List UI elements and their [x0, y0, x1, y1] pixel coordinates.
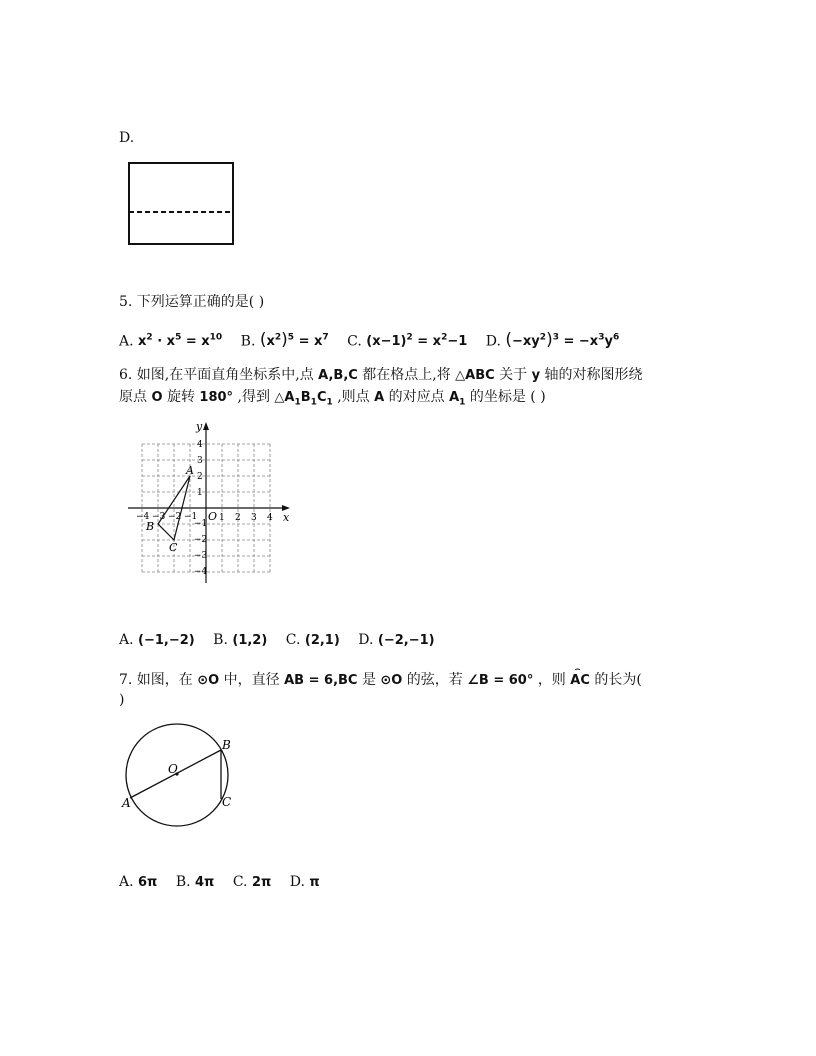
q6-stem-line2: 原点 O 旋转 180° ,得到 $\triangle A_1B_1C_1$ ,则点 A 的对应点 $A_1$ 的坐标是 ( ) — [119, 389, 546, 408]
y-axis-label: y — [196, 420, 203, 433]
q6-stem-line1: 6. 如图,在平面直角坐标系中,点 A,B,C 都在格点上,将 △ABC 关于 y 轴的对称图形绕 — [119, 367, 643, 383]
svg-text:1: 1 — [219, 513, 225, 523]
label-c: C — [222, 795, 232, 809]
q5-stem: 5. 下列运算正确的是( ) — [119, 294, 265, 310]
q5-option-d: D. $(-xy^2)^3 = -x^3y^6$ — [485, 330, 620, 351]
q6-option-c: C. (2,1) — [285, 632, 340, 648]
svg-text:1: 1 — [197, 488, 203, 498]
svg-text:2: 2 — [197, 472, 203, 482]
label-b: B — [222, 738, 231, 752]
q5-option-a: A. $x^2 \cdot x^5 = x^{10}$ — [119, 333, 223, 350]
q7-options — [119, 872, 334, 893]
q6-option-b: B. (1,2) — [213, 632, 268, 648]
svg-text:4: 4 — [267, 513, 273, 523]
svg-text:3: 3 — [197, 456, 203, 466]
q6-option-d: D. (−2,−1) — [358, 632, 435, 648]
svg-text:−4: −4 — [136, 512, 150, 522]
svg-text:−3: −3 — [152, 512, 166, 522]
q7-option-b: B. 4π — [175, 874, 215, 890]
q5-option-c: C. $(x-1)^2 = x^2-1$ — [347, 333, 468, 350]
label-a: A — [122, 796, 131, 810]
q6-coordinate-figure — [120, 415, 300, 590]
y-axis-arrow — [203, 422, 209, 430]
q7-option-d: D. π — [289, 874, 320, 890]
q7-stem-line2: ) — [119, 692, 125, 708]
q7-circle-figure — [118, 722, 248, 832]
fold-rectangle — [129, 163, 233, 244]
svg-text:−2: −2 — [168, 512, 182, 522]
svg-text:−1: −1 — [194, 519, 208, 529]
svg-text:−4: −4 — [194, 567, 208, 577]
svg-text:−2: −2 — [194, 535, 208, 545]
q7-option-a: A. 6π — [119, 874, 158, 890]
point-c-label: C — [169, 541, 178, 554]
q6-option-a: A. (−1,−2) — [119, 632, 195, 648]
arc-ac-symbol: ⌢ AC — [570, 671, 590, 691]
arc-mark-icon: ⌢ — [574, 664, 581, 675]
svg-text:3: 3 — [251, 513, 257, 523]
label-o: O — [168, 762, 178, 776]
q7-option-c: C. 2π — [232, 874, 272, 890]
x-axis-label: x — [283, 511, 290, 524]
origin-label: O — [208, 510, 218, 523]
svg-text:−1: −1 — [184, 512, 198, 522]
q6-options — [119, 630, 449, 651]
q5-option-b: B. $(x^2)^5 = x^7$ — [240, 330, 329, 351]
q7-stem-line1: 7. 如图，在 ⊙O 中，直径 AB = 6,BC 是 ⊙O 的弦，若 ∠B = 60° ，则 ⌢ AC 的长为( — [119, 670, 642, 691]
svg-text:4: 4 — [197, 440, 203, 450]
point-a-label: A — [186, 464, 194, 477]
svg-text:−3: −3 — [194, 551, 208, 561]
q5-options — [119, 328, 633, 352]
q4-option-d-label: D. — [119, 130, 135, 146]
svg-text:2: 2 — [235, 513, 241, 523]
point-b-label: B — [146, 520, 155, 533]
q4-option-d-figure — [120, 155, 244, 255]
